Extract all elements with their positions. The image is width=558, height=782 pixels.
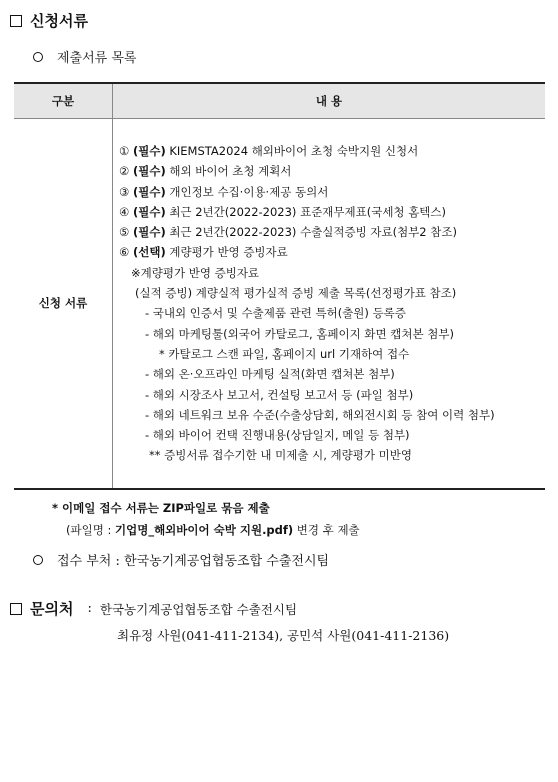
list-item: ③ (필수) 개인정보 수집·이용·제공 동의서 — [119, 184, 329, 199]
header-content: 내 용 — [113, 83, 546, 119]
bullet-item: - 해외 바이어 컨택 진행내용(상담일지, 메일 등 첨부) — [145, 428, 410, 443]
bullet-item: - 해외 온·오프라인 마케팅 실적(화면 캡쳐본 첨부) — [145, 367, 395, 382]
bullet-item: * 카탈로그 스캔 파일, 홈페이지 url 기재하여 접수 — [159, 346, 410, 361]
bullet-item: - 해외 시장조사 보고서, 컨설팅 보고서 등 (파일 첨부) — [145, 387, 414, 402]
inquiry-org: 한국농기계공업협동조합 수출전시팀 — [99, 601, 298, 617]
bullet-item: ** 증빙서류 접수기한 내 미제출 시, 계량평가 미반영 — [149, 448, 412, 463]
section-header-inquiry — [10, 598, 297, 619]
inquiry-title: 문의처 — [30, 600, 74, 618]
documents-table — [14, 82, 545, 490]
circle-bullet-icon — [33, 52, 43, 62]
subsection-document-list — [33, 47, 136, 66]
bullet-item: - 해외 마케팅툴(외국어 카탈로그, 홈페이지 화면 캡쳐본 첨부) — [145, 326, 454, 341]
inquiry-contacts: 최유정 사원(041-411-2134), 공민석 사원(041-411-2136) — [117, 628, 450, 643]
bullet-item: - 해외 네트워크 보유 수준(수출상담회, 해외전시회 등 참여 이력 첨부) — [145, 407, 495, 422]
content-cell — [113, 119, 546, 489]
table-header-row — [14, 83, 545, 119]
note-subtitle: (실적 증빙) 계량실적 평가실적 증빙 제출 목록(선정평가표 참조) — [135, 286, 457, 301]
list-item: ② (필수) 해외 바이어 초청 계획서 — [119, 164, 292, 179]
reception-text: 접수 부처 : 한국농기계공업협동조합 수출전시팀 — [57, 554, 330, 569]
table-row — [14, 119, 545, 489]
section-title: 신청서류 — [30, 12, 88, 30]
header-category: 구분 — [14, 83, 113, 119]
list-item: ④ (필수) 최근 2년간(2022-2023) 표준재무제표(국세청 홈텍스) — [119, 204, 447, 219]
inquiry-colon: : — [87, 601, 92, 616]
reception-line — [33, 550, 329, 569]
checkbox-square-icon — [10, 15, 22, 27]
subsection-title: 제출서류 목록 — [57, 51, 137, 66]
email-note-line2: (파일명 : 기업명_해외바이어 숙박 지원.pdf) 변경 후 제출 — [66, 523, 360, 537]
circle-bullet-icon — [33, 555, 43, 565]
list-item: ① (필수) KIEMSTA2024 해외바이어 초청 숙박지원 신청서 — [119, 144, 419, 158]
category-cell: 신청 서류 — [14, 119, 113, 489]
list-item: ⑥ (선택) 계량평가 반영 증빙자료 — [119, 245, 288, 260]
checkbox-square-icon — [10, 603, 22, 615]
section-header-documents — [10, 10, 88, 31]
email-note-line1: * 이메일 접수 서류는 ZIP파일로 묶음 제출 — [52, 501, 270, 515]
list-item: ⑤ (필수) 최근 2년간(2022-2023) 수출실적증빙 자료(첨부2 참조) — [119, 225, 457, 240]
note-title: ※계량평가 반영 증빙자료 — [131, 265, 260, 280]
bullet-item: - 국내외 인증서 및 수출제품 관련 특허(출원) 등록증 — [145, 306, 406, 321]
